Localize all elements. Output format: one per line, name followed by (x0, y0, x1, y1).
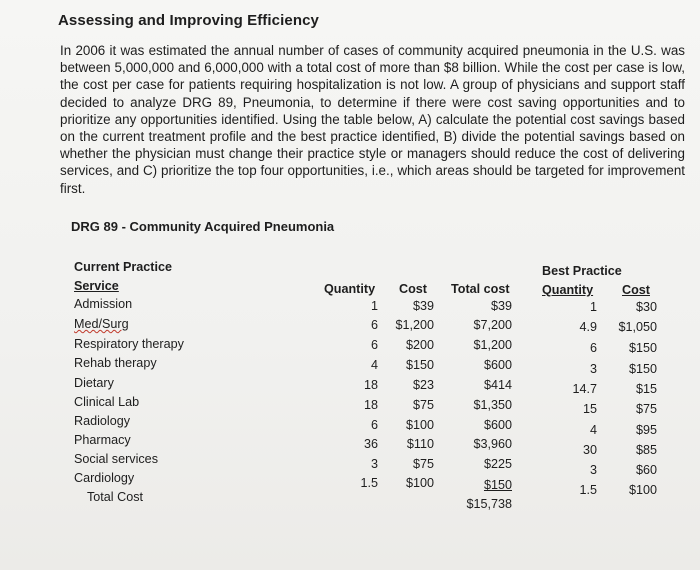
total-cost-label: Total Cost (87, 490, 143, 504)
row-service: Med/Surg (74, 317, 129, 331)
row-bp-cost: $100 (628, 483, 657, 497)
row-service: Clinical Lab (74, 395, 140, 409)
row-total-cost: $600 (483, 358, 512, 372)
row-bp-cost: $30 (635, 300, 657, 314)
row-bp-quantity: 1 (589, 300, 597, 314)
row-cost: $110 (406, 437, 434, 451)
row-bp-cost: $15 (635, 382, 657, 396)
row-quantity: 18 (363, 398, 378, 412)
row-bp-cost: $75 (635, 402, 657, 416)
row-bp-cost: $150 (628, 341, 657, 355)
row-service: Respiratory therapy (74, 337, 184, 351)
row-total-cost: $1,200 (473, 338, 512, 352)
row-cost: $100 (405, 418, 434, 432)
row-bp-quantity: 4 (589, 423, 597, 437)
row-cost: $75 (412, 457, 434, 471)
row-bp-cost: $60 (635, 463, 657, 477)
row-cost: $39 (412, 299, 434, 313)
row-total-cost: $3,960 (473, 437, 512, 451)
header-total-cost: Total cost (451, 282, 510, 296)
row-total-cost: $600 (483, 418, 512, 432)
total-cost-value: $15,738 (466, 497, 512, 511)
row-cost: $75 (412, 398, 434, 412)
current-practice-label: Current Practice (74, 260, 172, 274)
row-quantity: 6 (370, 418, 378, 432)
row-total-cost: $39 (490, 299, 512, 313)
row-bp-quantity: 4.9 (579, 320, 597, 334)
row-service: Dietary (74, 376, 114, 390)
row-quantity: 18 (363, 378, 378, 392)
row-cost: $150 (405, 358, 434, 372)
row-bp-quantity: 6 (589, 341, 597, 355)
header-quantity: Quantity (324, 282, 376, 296)
page-heading: Assessing and Improving Efficiency (58, 12, 319, 29)
row-service: Cardiology (74, 471, 135, 485)
row-total-cost: $150 (483, 478, 512, 492)
row-quantity: 1 (370, 299, 378, 313)
header-cost: Cost (399, 282, 427, 296)
row-cost: $1,200 (395, 318, 434, 332)
row-service: Social services (74, 452, 158, 466)
row-quantity: 6 (370, 318, 378, 332)
row-quantity: 6 (370, 338, 378, 352)
table-title: DRG 89 - Community Acquired Pneumonia (71, 219, 335, 234)
row-service: Pharmacy (74, 433, 131, 447)
problem-paragraph: In 2006 it was estimated the annual number of cases of community acquired pneumonia in the U.S. was between 5,000,000 and 6,000,000 with a total cost of more than $8 billion. While the cost per case is low, the cost per case for patients requiring hospitalization is not low. A group of physicians and support staff decided to analyze DRG 89, Pneumonia, to determine if there were cost saving opportunities and to prioritize any opportunities identified. Using the table below, A) calculate the potential cost savings based on the current treatment profile and the best practice identified, B) divide the potential savings based on whether the physician must change their practice style or managers should reduce the cost of delivering services, and C) prioritize the top four opportunities, i.e., which areas should be targeted for improvement first. (60, 43, 685, 196)
row-bp-quantity: 30 (582, 443, 597, 457)
row-bp-cost: $150 (628, 362, 657, 376)
row-cost: $23 (412, 378, 434, 392)
row-quantity: 1.5 (360, 476, 378, 490)
row-total-cost: $225 (483, 457, 512, 471)
row-cost: $100 (405, 476, 434, 490)
row-total-cost: $1,350 (473, 398, 512, 412)
row-quantity: 36 (363, 437, 378, 451)
best-practice-label: Best Practice (542, 264, 622, 278)
row-bp-quantity: 3 (589, 362, 597, 376)
row-service: Radiology (74, 414, 131, 428)
header-bp-quantity: Quantity (542, 283, 594, 297)
row-bp-quantity: 1.5 (579, 483, 597, 497)
row-quantity: 3 (370, 457, 378, 471)
row-bp-cost: $1,050 (618, 320, 657, 334)
row-service: Rehab therapy (74, 356, 157, 370)
header-bp-cost: Cost (622, 283, 650, 297)
row-bp-cost: $85 (635, 443, 657, 457)
row-service: Admission (74, 297, 133, 311)
row-bp-quantity: 14.7 (572, 382, 597, 396)
row-quantity: 4 (370, 358, 378, 372)
row-cost: $200 (405, 338, 434, 352)
row-bp-quantity: 15 (582, 402, 597, 416)
row-total-cost: $414 (483, 378, 512, 392)
row-total-cost: $7,200 (473, 318, 512, 332)
row-bp-quantity: 3 (589, 463, 597, 477)
row-bp-cost: $95 (635, 423, 657, 437)
header-service: Service (74, 279, 119, 293)
